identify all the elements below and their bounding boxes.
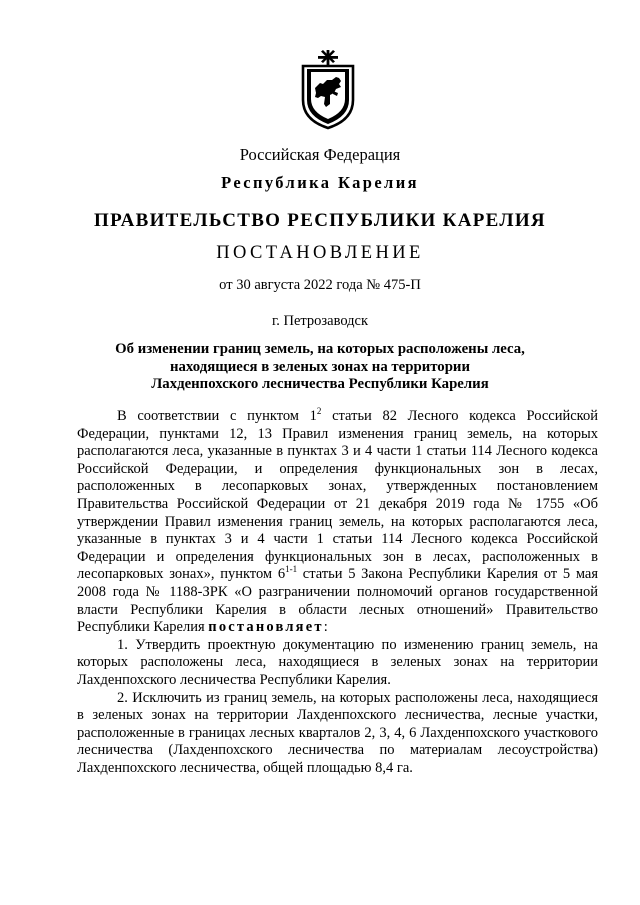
title-line: находящиеся в зеленых зонах на территории — [170, 358, 470, 375]
superscript: 2 — [316, 406, 322, 416]
preamble-text: статьи 5 Закона Республики Карелия от 5 мая 2008 года № 1188-ЗРК «О разграничении полномочий органов государственной власти Республики Карелия в области лесных отношений» Правительство Республики Карелия — [77, 566, 598, 636]
decree-item: 1. Утвердить проектную документацию по изменению границ земель, на которых расположены леса, находящиеся в зеленых зонах на территории Лахденпохского лесничества Республики Карелия. — [77, 636, 598, 688]
country-name: Российская Федерация — [239, 145, 401, 164]
date-and-number: от 30 августа 2022 года № 475-П — [219, 277, 421, 293]
government-name: ПРАВИТЕЛЬСТВО РЕСПУБЛИКИ КАРЕЛИЯ — [94, 210, 546, 231]
title-line: Лахденпохского лесничества Республики Карелия — [151, 376, 489, 392]
preamble-paragraph — [77, 408, 598, 637]
superscript: 1-1 — [285, 564, 298, 575]
preamble-text: В соответствии с пунктом 1 — [117, 408, 317, 424]
decree-word: постановляет — [208, 619, 324, 636]
document-type: ПОСТАНОВЛЕНИЕ — [216, 243, 424, 263]
decree-item: 2. Исключить из границ земель, на которых расположены леса, находящиеся в зеленых зонах на территории Лахденпохского лесничества, лесные участки, расположенные в границах лесных кварталов 2, 3, 4, 6 Лахденпохского участкового лесничества (Лахденпохского лесничества по материалам лесоустройства) Лахденпохского лесничества, общей площадью 8,4 га. — [77, 689, 598, 776]
republic-name: Республика Карелия — [221, 173, 419, 192]
coat-of-arms-icon — [300, 50, 356, 130]
city-name: г. Петрозаводск — [271, 313, 369, 329]
document-body — [77, 408, 598, 777]
preamble-text: статьи 82 Лесного кодекса Российской Федерации, пунктами 12, 13 Правил изменения границ земель, на которых располагаются леса, указанные в пунктах 3 и 4 части 1 статьи 114 Лесного кодекса Российской Федерации, и определения функциональных зон в лесах, расположенных в лесопарковых зонах, утвержденных постановлением Правительства Российской Федерации от 21 декабря 2019 года № 1755 «Об утверждении Правил изменения границ земель, на которых располагаются леса, указанные в пунктах 3 и 4 части 1 статьи 114 Лесного кодекса Российской Федерации и определения функциональных зон в лесах, расположенных в лесопарковых зонах», пунктом 6 — [77, 408, 598, 583]
preamble-text: : — [323, 619, 328, 636]
title-line: Об изменении границ земель, на которых расположены леса, — [115, 341, 525, 357]
document-title — [0, 341, 640, 394]
